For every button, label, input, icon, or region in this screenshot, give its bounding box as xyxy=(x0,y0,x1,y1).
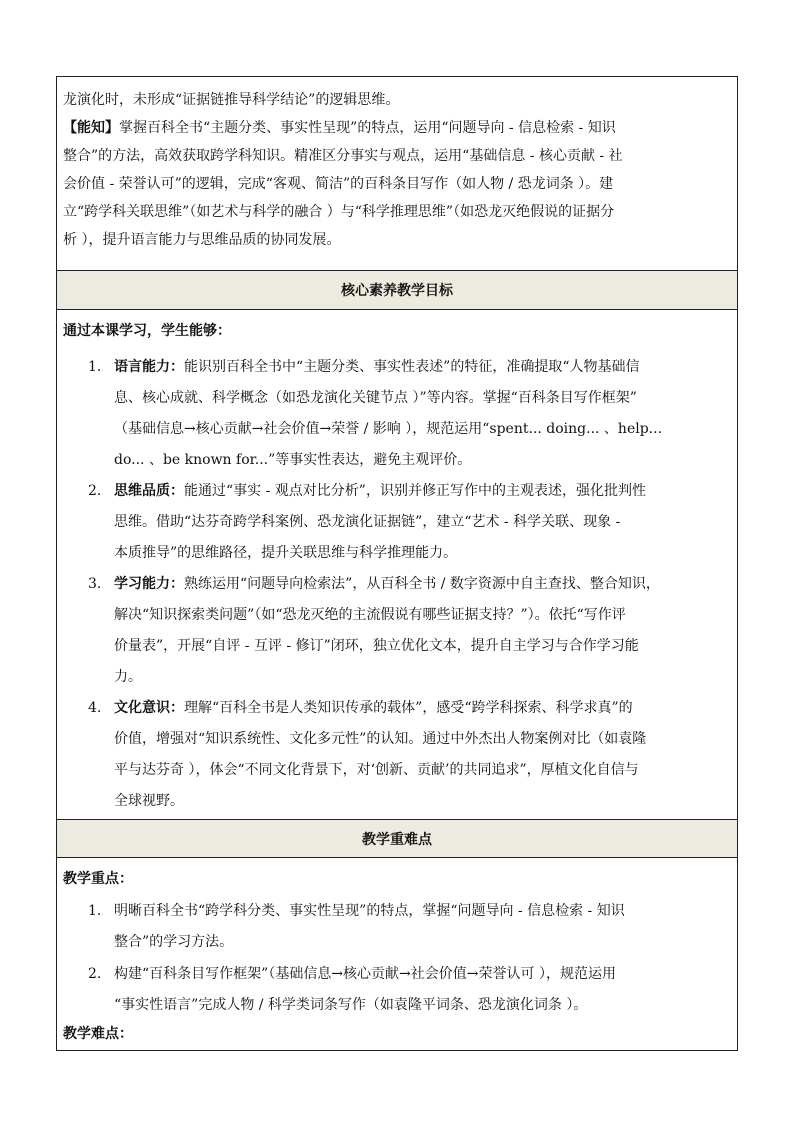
item-label: 语言能力： xyxy=(114,359,184,375)
difficulties-header xyxy=(57,820,737,857)
nengzhi-tag: 【能知】 xyxy=(63,120,119,136)
nengzhi-line-5: 析 ），提升语言能力与思维品质的协同发展。 xyxy=(63,232,341,248)
item-label: 文化意识： xyxy=(114,700,184,716)
key-points-label: 教学重点： xyxy=(63,871,133,887)
nengzhi-line-4: 立“跨学科关联思维”（如艺术与科学的融合 ）与“科学推理思维”（如恐龙灭绝假说的证据分 xyxy=(63,204,615,220)
item-number: 2. xyxy=(88,483,102,499)
item-number: 2. xyxy=(88,966,102,982)
objectives-title: 核心素养教学目标 xyxy=(341,283,453,299)
item-label: 思维品质： xyxy=(114,483,184,499)
ability-paragraph xyxy=(63,86,731,254)
difficulties-label: 教学难点： xyxy=(63,1026,133,1042)
objectives-header xyxy=(57,271,737,309)
item-number: 1. xyxy=(88,903,102,919)
objectives-lead: 通过本课学习，学生能够： xyxy=(63,323,231,339)
continued-line: 龙演化时，未形成“证据链推导科学结论”的逻辑思维。 xyxy=(63,92,400,108)
item-number: 3. xyxy=(88,576,102,592)
objectives-body: 通过本课学习，学生能够： 1. 语言能力：能识别百科全书中“主题分类、事实性表述”的特征，准确提取“人物基础信 息、核心成就、科学概念（如恐龙演化关键节点 ）”等内容。掌握“百科条目写作框架” （基础信息→核心贡献→社会价值→荣誉 / 影响 ），规范运用“spent... doing... 、help... do... 、be known for...”等事实性表达，避免主观评价。 2. 思维品质：能通过“事实 - 观点对比分析”，识别并修正写作中的主观表述，强化批判性 思维。借助“达芬奇跨学科案例、恐龙演化证据链”，建立“艺术 - 科学关联、现象 - 本质推导”的思维路径，提升关联思维与科学推理能力。 3. 学习能力：熟练运用“问题导向检索法”，从百科全书 / 数字资源中自主查找、整合知识， 解决“知识探索类问题”（如“恐龙灭绝的主流假说有哪些证据支持？”）。依托“写作评 价量表”，开展“自评 - 互评 - 修订”闭环，独立优化文本，提升自主学习与合作学习能 力。 4. 文化意识：理解“百科全书是人类知识传承的载体”，感受“跨学科探索、科学求真”的 价值，增强对“知识系统性、文化多元性”的认知。通过中外杰出人物案例对比（如袁隆 平与达芬奇 ），体会“不同文化背景下，对‘创新、贡献’的共同追求”，厚植文化自信与 全球视野。 xyxy=(57,310,737,814)
lesson-plan-table xyxy=(56,76,738,1051)
item-number: 1. xyxy=(88,359,102,375)
nengzhi-line-1: 【能知】掌握百科全书“主题分类、事实性呈现”的特点，运用“问题导向 - 信息检索 - 知识 xyxy=(63,120,616,136)
difficulties-title: 教学重难点 xyxy=(362,831,432,848)
nengzhi-line-3: 会价值 - 荣誉认可”的逻辑，完成“客观、简洁”的百科条目写作（如人物 / 恐龙词条 ）。建 xyxy=(63,176,614,192)
item-label: 学习能力： xyxy=(114,576,184,592)
difficulties-body: 教学重点： 1. 明晰百科全书“跨学科分类、事实性呈现”的特点，掌握“问题导向 - 信息检索 - 知识 整合”的学习方法。 2. 构建“百科条目写作框架”（基础信息→核心贡献→社会价值→荣誉认可 ），规范运用 “事实性语言”完成人物 / 科学类词条写作（如袁隆平词条、恐龙演化词条 ）。 教学难点： xyxy=(57,858,737,1050)
item-number: 4. xyxy=(88,700,102,716)
ability-text-cell xyxy=(57,77,737,270)
nengzhi-line-2: 整合”的方法，高效获取跨学科知识。精准区分事实与观点，运用“基础信息 - 核心贡献 - 社 xyxy=(63,148,623,164)
